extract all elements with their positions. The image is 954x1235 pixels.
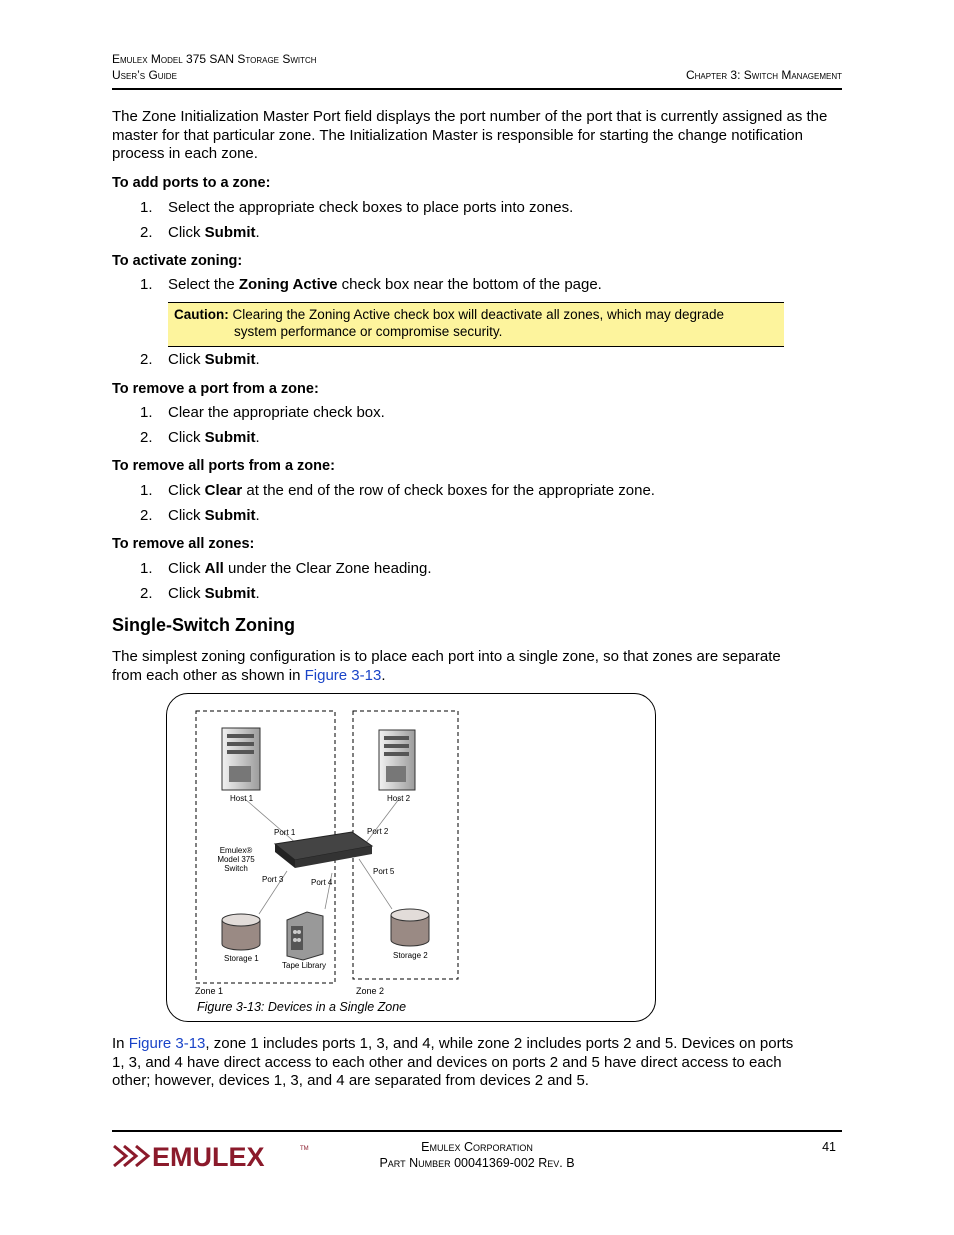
page-header	[112, 50, 842, 90]
footer-part-number: Part Number 00041369-002 Rev. B	[379, 1156, 575, 1170]
tape-library-icon	[287, 912, 323, 960]
caution-box	[168, 302, 784, 347]
port-4-label: Port 4	[311, 878, 333, 887]
figure-devices-single-zone	[166, 693, 656, 1022]
remove-all-step-2: 2. Click Submit.	[140, 507, 260, 524]
page-footer	[112, 1130, 842, 1170]
figure-link[interactable]: Figure 3-13	[304, 666, 382, 684]
port-2-label: Port 2	[367, 827, 389, 836]
switch-label-3: Switch	[224, 864, 248, 873]
figure-link-2[interactable]: Figure 3-13	[128, 1035, 206, 1052]
host-2-label: Host 2	[387, 794, 411, 803]
page-number: 41	[822, 1140, 836, 1154]
host-2-icon	[379, 730, 415, 790]
host-1-label: Host 1	[230, 794, 254, 803]
svg-text:TM: TM	[300, 1146, 309, 1152]
footer-company: Emulex Corporation	[421, 1140, 533, 1154]
remove-zones-step-1: 1. Click All under the Clear Zone heading.	[140, 560, 432, 577]
caution-label: Caution:	[174, 307, 229, 322]
remove-port-step-1: 1. Clear the appropriate check box.	[140, 404, 385, 421]
caution-text-1: Clearing the Zoning Active check box will deactivate all zones, which may degrade	[232, 307, 725, 322]
switch-label-1: Emulex®	[219, 846, 253, 855]
section-paragraph: The simplest zoning configuration is to place each port into a single zone, so that zones are separate from each other as shown in Figure 3-13.	[112, 648, 781, 684]
add-step-2: 2. Click Submit.	[140, 224, 260, 241]
port-1-label: Port 1	[274, 828, 296, 837]
host-1-icon	[222, 728, 260, 790]
chapter-title: Chapter 3: Switch Management	[685, 68, 842, 82]
figure-caption: Figure 3-13: Devices in a Single Zone	[197, 1000, 407, 1014]
caution-text-2: system performance or compromise security.	[234, 324, 503, 339]
heading-remove-all-ports: To remove all ports from a zone:	[112, 458, 335, 474]
tape-library-label: Tape Library	[282, 961, 327, 970]
port-5-label: Port 5	[373, 867, 395, 876]
closing-paragraph: In Figure 3-13, zone 1 includes ports 1, 3, and 4, while zone 2 includes ports 2 and 5. Devices on ports 1, 3, and 4 have direct access to each other and devices on ports 2 and 5 have direct access to each other; however, devices 1, 3, and 4 are separated from devices 2 and 5.	[112, 1035, 794, 1089]
switch-label-2: Model 375	[217, 855, 255, 864]
section-title: Single-Switch Zoning	[112, 615, 295, 635]
heading-remove-zones: To remove all zones:	[112, 536, 255, 552]
port-3-label: Port 3	[262, 875, 284, 884]
activate-step-1: 1. Select the Zoning Active check box near the bottom of the page.	[140, 276, 602, 293]
doc-subtitle: User’s Guide	[112, 68, 177, 82]
storage-1-label: Storage 1	[224, 954, 259, 963]
storage-2-label: Storage 2	[393, 951, 428, 960]
heading-activate: To activate zoning:	[112, 253, 243, 269]
svg-text:EMULEX: EMULEX	[152, 1142, 265, 1170]
add-step-1: 1. Select the appropriate check boxes to place ports into zones.	[140, 199, 574, 216]
heading-remove-port: To remove a port from a zone:	[112, 381, 319, 397]
activate-step-2: 2. Click Submit.	[140, 351, 260, 368]
storage-1-icon	[222, 914, 260, 950]
remove-all-step-1: 1. Click Clear at the end of the row of check boxes for the appropriate zone.	[140, 482, 655, 499]
doc-title: Emulex Model 375 SAN Storage Switch	[112, 52, 317, 66]
zone-1-label: Zone 1	[195, 986, 224, 996]
remove-zones-step-2: 2. Click Submit.	[140, 585, 260, 602]
zone-2-label: Zone 2	[356, 986, 385, 996]
intro-paragraph: The Zone Initialization Master Port field displays the port number of the port that is currently assigned as the master for that particular zone. The Initialization Master is responsible for starting the change notification process in each zone.	[112, 108, 828, 162]
remove-port-step-2: 2. Click Submit.	[140, 429, 260, 446]
storage-2-icon	[391, 909, 429, 946]
heading-add-ports: To add ports to a zone:	[112, 175, 271, 191]
